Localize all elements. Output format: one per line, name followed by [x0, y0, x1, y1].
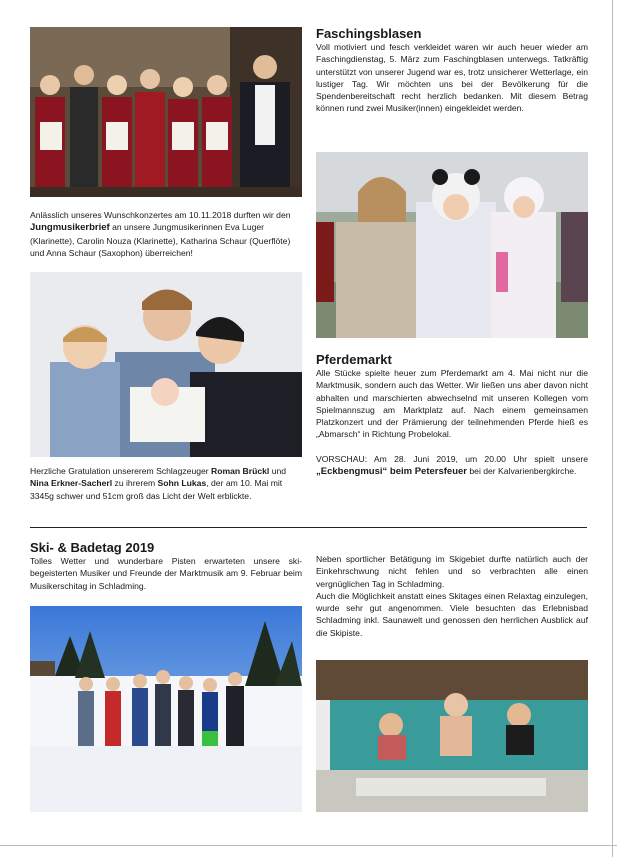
page-edge-bottom [0, 845, 617, 846]
caption-text: zu ihrerem [112, 478, 158, 489]
section-divider [30, 527, 587, 528]
caption-text: Anlässlich unseres Wunschkonzertes am 10.11.2018 durften wir den [30, 210, 291, 220]
caption-highlight: Sohn Lukas [157, 478, 207, 489]
section-skitag [30, 540, 302, 592]
caption-text: an unsere Jungmusikerinnen Eva Luger (Klarinette), Carolin Nouza (Klarinette), Katharina Schaur (Querflöte) und Anna Schaur (Saxophon) überreichen! [30, 222, 291, 258]
caption-gratulation [30, 465, 302, 502]
section-title: Ski- & Badetag 2019 [30, 540, 155, 555]
caption-highlight: Roman Brückl [211, 466, 270, 476]
photo-family [30, 272, 302, 457]
vorschau-highlight: „Eckbengmusi“ beim Petersfeuer [316, 466, 467, 478]
section-faschingsblasen [316, 26, 588, 115]
photo-fasching [316, 152, 588, 338]
photo-pool [316, 660, 588, 812]
vorschau-intro: VORSCHAU: Am 28. Juni 2019, um 20.00 Uhr spielt unsere [316, 453, 588, 464]
section-text: Tolles Wetter und wunderbare Pisten erwarteten unsere skibegeisterten Musiker und Freunde der Marktmusik am 9. Februar beim Musikerschitag in Schladming. [30, 556, 302, 591]
section-title: Faschingsblasen [316, 26, 422, 41]
caption-jungmusikerbrief [30, 209, 302, 259]
vorschau-text [316, 453, 588, 479]
section-pferdemarkt [316, 352, 588, 478]
caption-text: , der am 10. Mai mit 3345g schwer und 51cm groß das Licht der Welt erblickte. [30, 478, 283, 501]
caption-highlight: Jungmusikerbrief [30, 222, 110, 234]
caption-text: und [269, 466, 287, 476]
photo-ski-group [30, 606, 302, 812]
section-title: Pferdemarkt [316, 352, 392, 367]
section-badetag-text: Neben sportlicher Betätigung im Skigebiet durfte natürlich auch der Einkehrschwung nicht fehlen und so verbrachten alle einen vergnüglichen Tag in Schladming. Auch die Möglichkeit anstatt eines Skitages einen Relaxtag einzulegen, wurde sehr gut angenommen. Viele besuchten das Erlebnisbad Schladming inkl. Saunawelt und genossen den herrlichen Ausblick auf die Skipiste. [316, 554, 588, 638]
section-text: Voll motiviert und fesch verkleidet waren wir auch heuer wieder am Faschingdienstag, 5. März zum Faschingblasen unterwegs. Tatkräftig unterstützt von unserer Jugend war es, trotz unsicherer Wetterlage, ein lustiger Tag. Wir möchten uns bei der Bevölkerung für die Spendenbereitschaft recht herzlich bedanken. Mit diesem Betrag können rund zwei Musiker(innen) eingekleidet werden. [316, 42, 588, 114]
photo-jungmusiker [30, 27, 302, 197]
page-edge-right [612, 0, 613, 857]
caption-text: Herzliche Gratulation unsererem Schlagzeuger [30, 466, 212, 476]
caption-highlight: Nina Erkner-Sacherl [30, 478, 113, 489]
vorschau-outro: bei der Kalvarienbergkirche. [467, 466, 577, 477]
section-text: Alle Stücke spielte heuer zum Pferdemarkt am 4. Mai nicht nur die Marktmusik, sondern auch das Wetter. Wir ließen uns aber davon nicht abhalten und marschierten abwechselnd mit unseren Kollegen vom Spielmannszug am Marktplatz auf. Nach einem gemeinsamen Platzkonzert und der Prämierung der teilnehmenden Pferde hieß es „Abmarsch“ in Richtung Probelokal. [316, 368, 588, 440]
